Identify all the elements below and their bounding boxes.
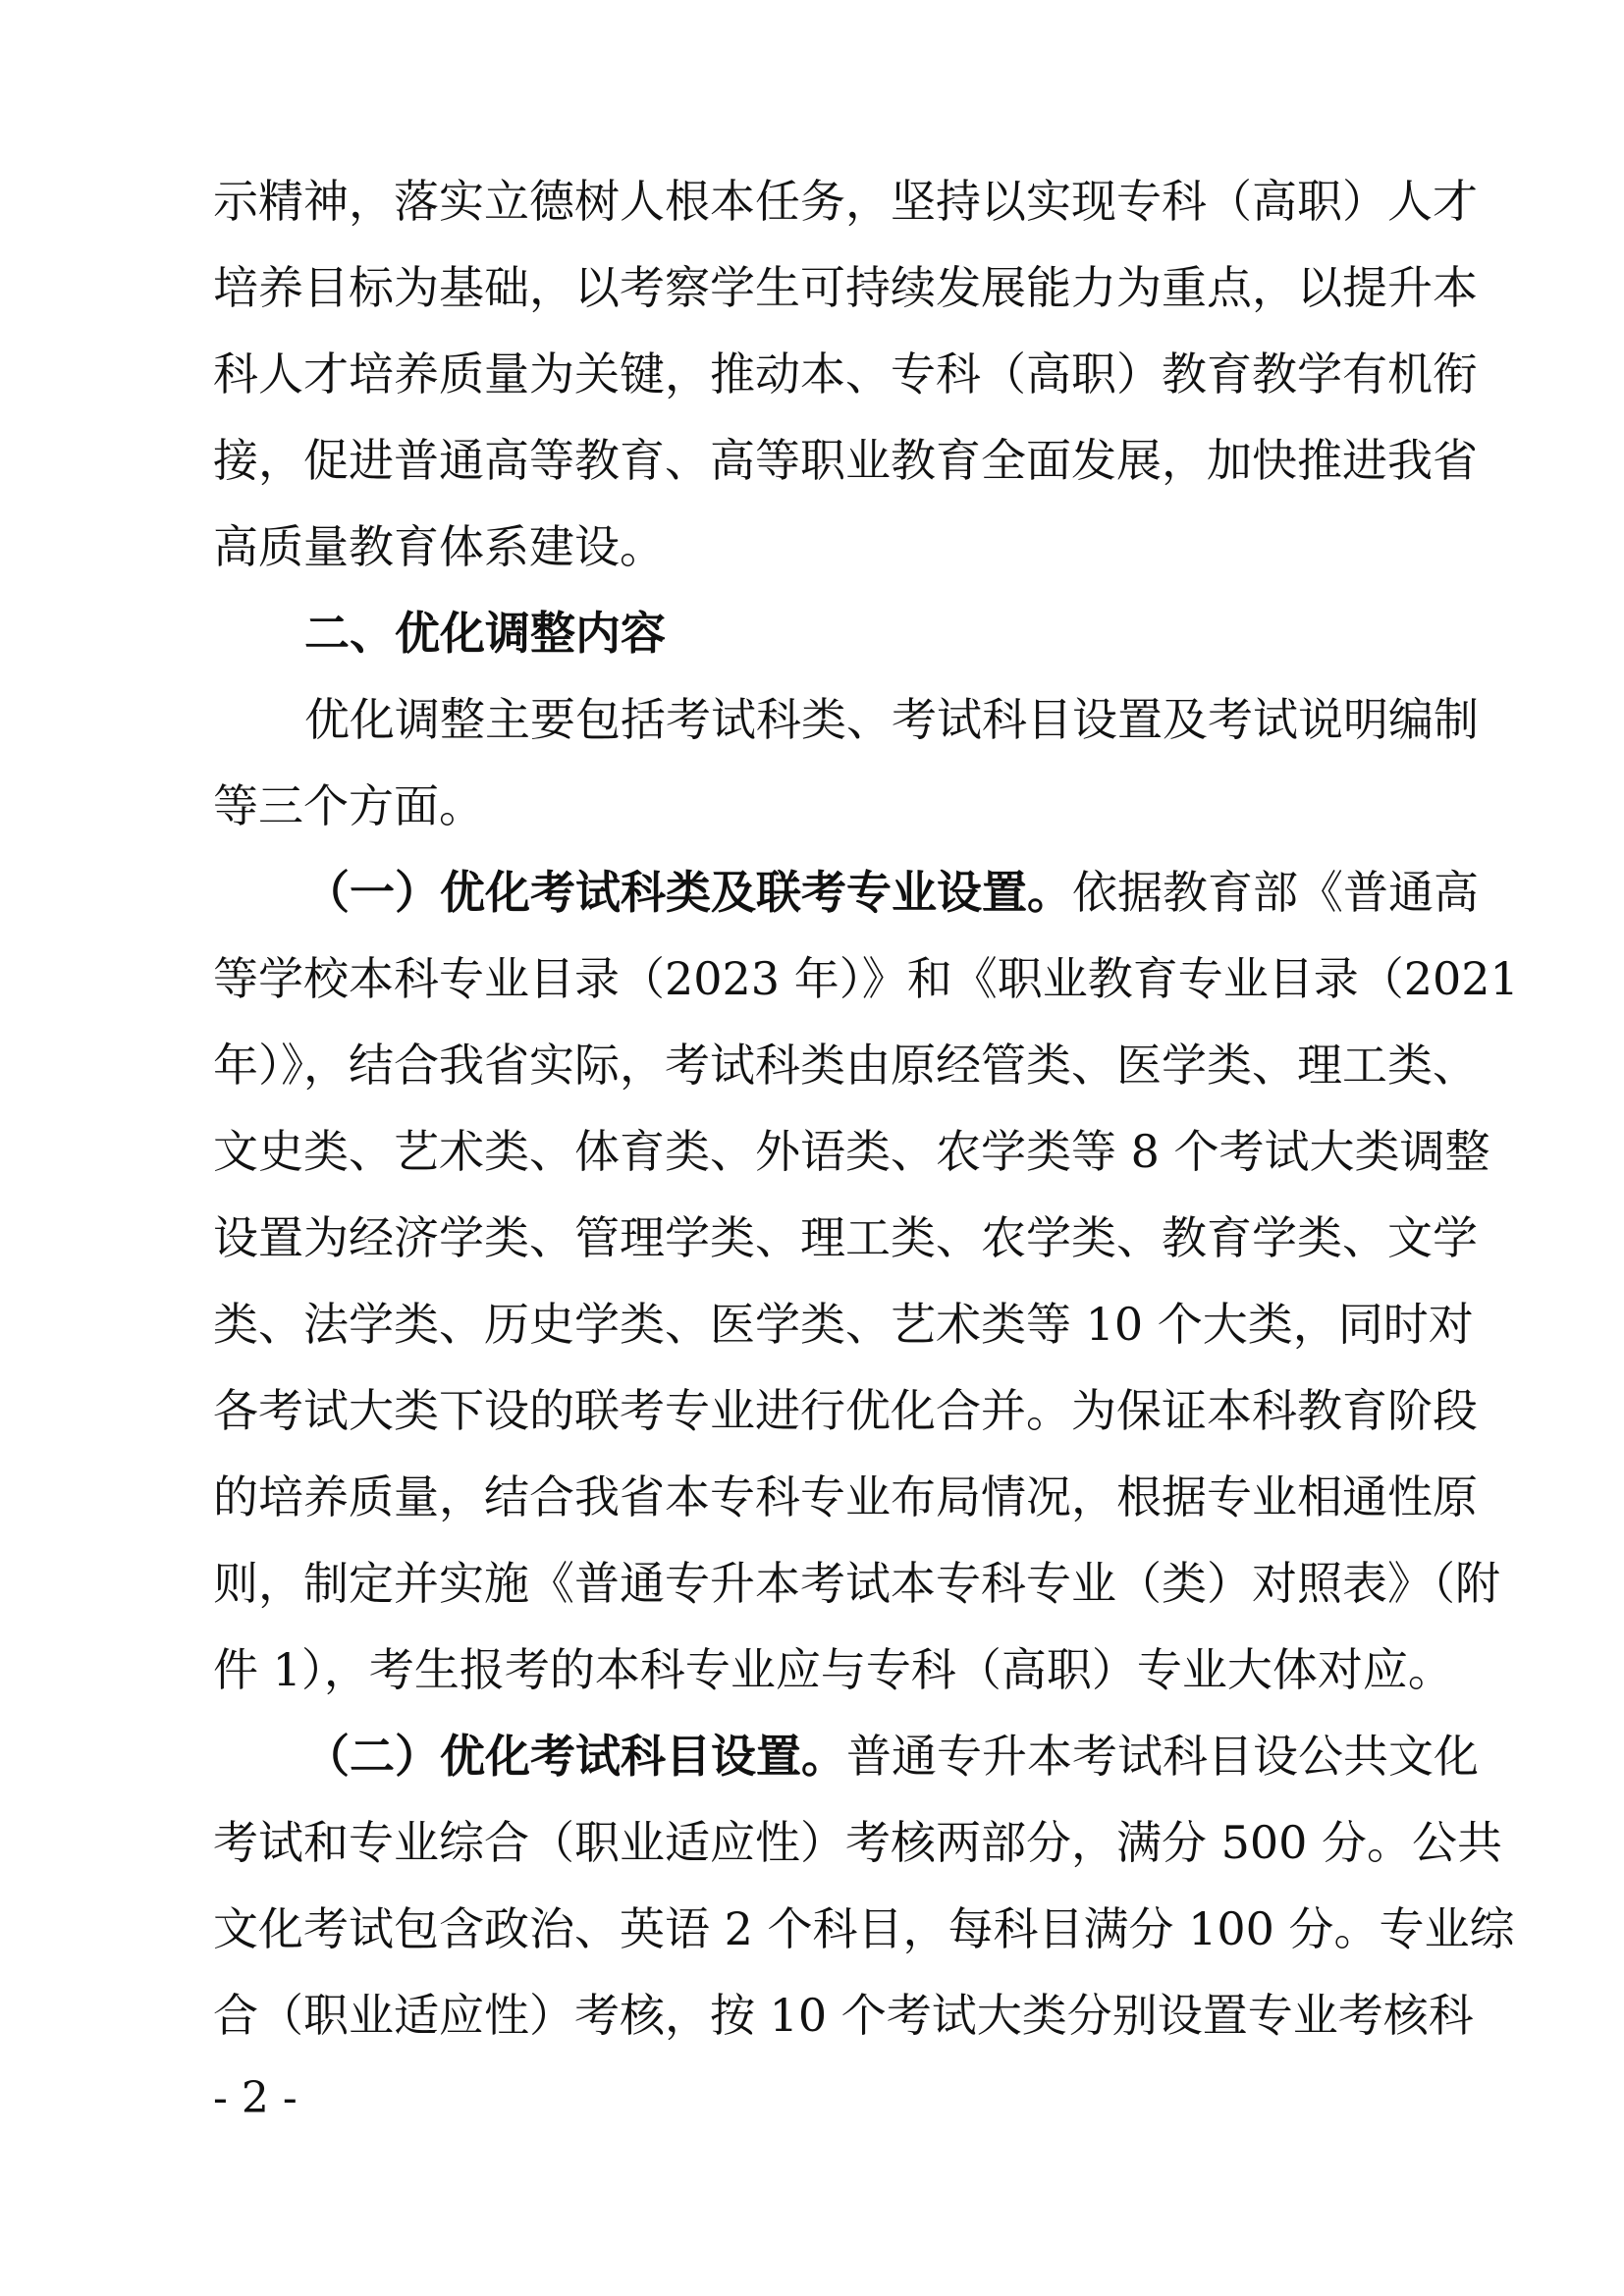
text-span: 普通专升本考试科目设公共文化	[846, 1730, 1479, 1783]
text-line: 等学校本科专业目录（2023 年）》和《职业教育专业目录（2021	[213, 952, 1519, 1005]
text-line: 等三个方面。	[213, 779, 484, 832]
page-number: - 2 -	[213, 2073, 298, 2123]
text-line: 的培养质量，结合我省本专科专业布局情况，根据专业相通性原	[213, 1470, 1478, 1523]
text-line: 各考试大类下设的联考专业进行优化合并。为保证本科教育阶段	[213, 1384, 1478, 1437]
text-span: 依据教育部《普通高	[1072, 866, 1479, 919]
text-line: 优化调整主要包括考试科类、考试科目设置及考试说明编制	[304, 693, 1479, 746]
text-line: 高质量教育体系建设。	[213, 520, 665, 573]
text-line: 年）》，结合我省实际，考试科类由原经管类、医学类、理工类、	[213, 1039, 1478, 1092]
text-line: 文史类、艺术类、体育类、外语类、农学类等 8 个考试大类调整	[213, 1125, 1490, 1178]
text-line: 接，促进普通高等教育、高等职业教育全面发展，加快推进我省	[213, 434, 1478, 487]
section-heading: 二、优化调整内容	[304, 607, 666, 660]
text-line: 件 1），考生报考的本科专业应与专科（高职）专业大体对应。	[213, 1643, 1453, 1696]
text-line	[304, 848, 1479, 936]
subsection-lead: （一）优化考试科类及联考专业设置。	[304, 866, 1072, 919]
text-line	[304, 1712, 1479, 1800]
text-line: 合（职业适应性）考核，按 10 个考试大类分别设置专业考核科	[213, 1989, 1474, 2042]
subsection-lead: （二）优化考试科目设置。	[304, 1730, 846, 1783]
text-line: 类、法学类、历史学类、医学类、艺术类等 10 个大类，同时对	[213, 1298, 1474, 1351]
text-line: 示精神，落实立德树人根本任务，坚持以实现专科（高职）人才	[213, 175, 1478, 228]
text-line: 科人才培养质量为关键，推动本、专科（高职）教育教学有机衔	[213, 347, 1478, 400]
text-line: 则，制定并实施《普通专升本考试本专科专业（类）对照表》（附	[213, 1557, 1500, 1610]
text-line: 设置为经济学类、管理学类、理工类、农学类、教育学类、文学	[213, 1211, 1478, 1264]
text-line: 文化考试包含政治、英语 2 个科目，每科目满分 100 分。专业综	[213, 1902, 1515, 1955]
text-line: 考试和专业综合（职业适应性）考核两部分，满分 500 分。公共	[213, 1816, 1503, 1869]
text-line: 培养目标为基础，以考察学生可持续发展能力为重点，以提升本	[213, 261, 1478, 314]
